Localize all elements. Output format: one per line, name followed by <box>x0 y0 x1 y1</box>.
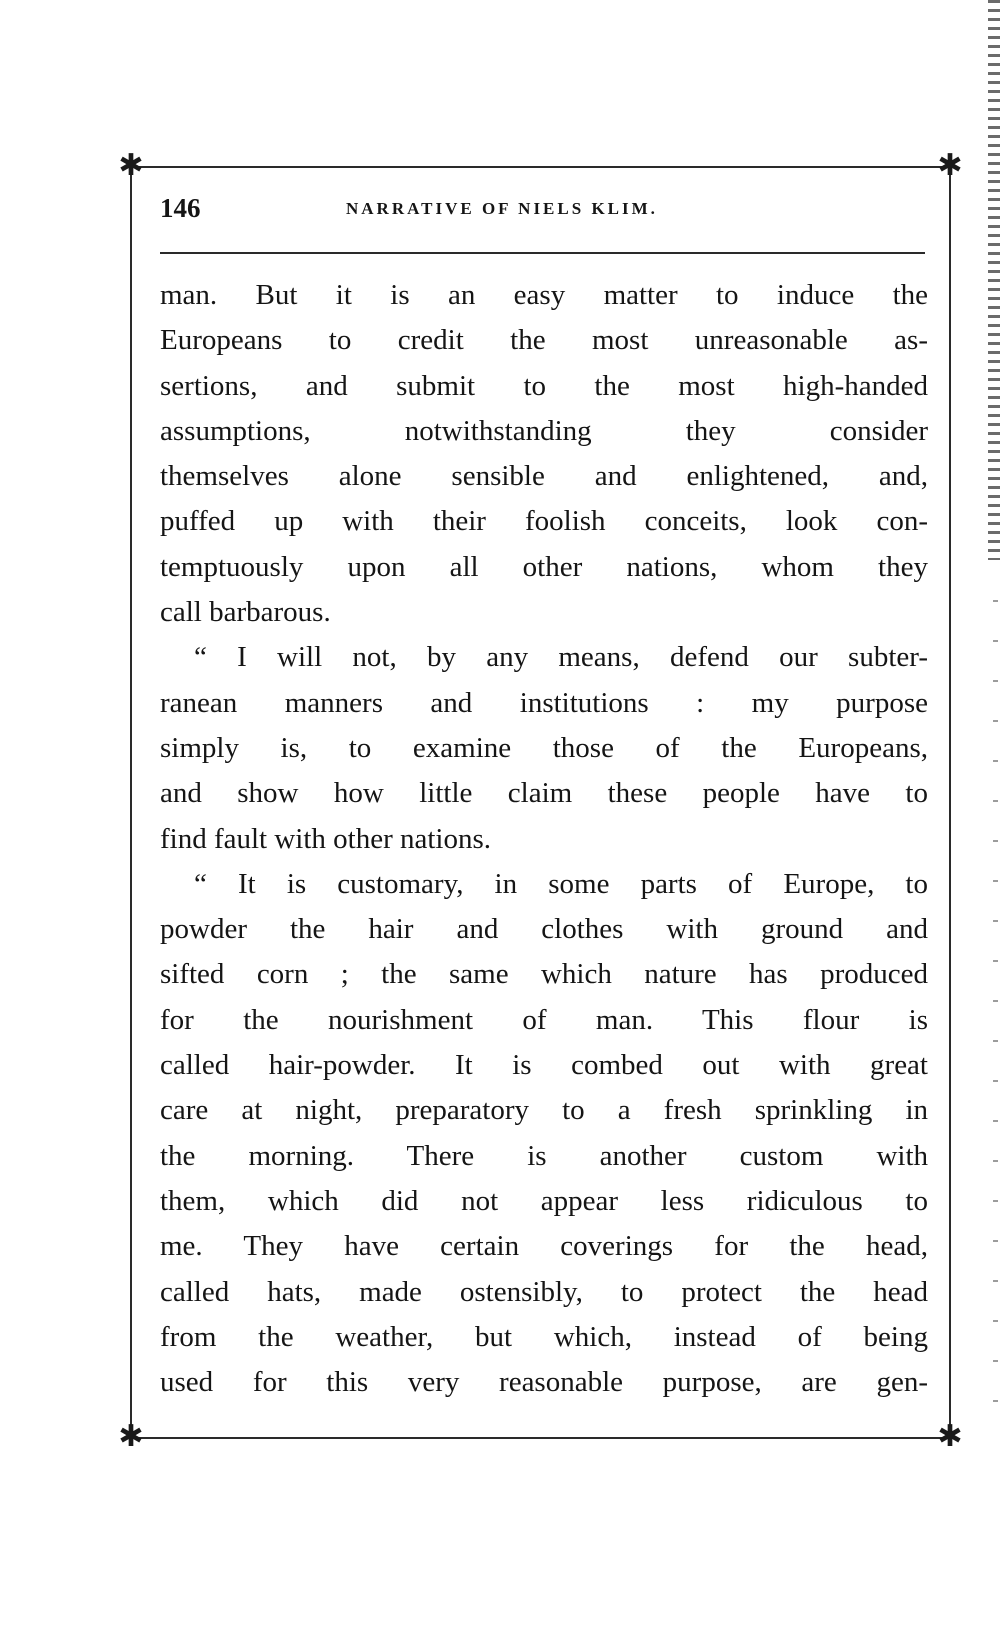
text-line: sertions, and submit to the most high-handed <box>160 369 928 402</box>
text-line: ranean manners and institutions : my purpose <box>160 686 928 719</box>
scan-edge-mark <box>993 600 998 1420</box>
text-line: me. They have certain coverings for the head, <box>160 1230 928 1263</box>
text-line: assumptions, notwithstanding they consider <box>160 414 928 447</box>
text-line: Europeans to credit the most unreasonable as- <box>160 324 928 357</box>
text-line: powder the hair and clothes with ground and <box>160 913 928 946</box>
running-head <box>160 193 925 227</box>
frame-left-rule <box>130 166 132 1439</box>
text-line: sifted corn ; the same which nature has produced <box>160 958 928 991</box>
text-line: and show how little claim these people have to <box>160 777 928 810</box>
text-line: called hair-powder. It is combed out with great <box>160 1049 928 1082</box>
frame-right-rule <box>949 166 951 1439</box>
text-line: man. But it is an easy matter to induce the <box>160 279 928 311</box>
frame-bottom-rule <box>128 1437 951 1439</box>
text-line: themselves alone sensible and enlightened, and, <box>160 460 928 493</box>
text-line: “ It is customary, in some parts of Europe, to <box>194 867 928 900</box>
text-line: used for this very reasonable purpose, are gen- <box>160 1366 928 1399</box>
corner-ornament-icon: ✱ <box>937 1419 963 1454</box>
corner-ornament-icon: ✱ <box>118 148 144 183</box>
text-line: care at night, preparatory to a fresh sprinkling in <box>160 1094 928 1127</box>
text-line: simply is, to examine those of the Europeans, <box>160 731 928 764</box>
text-line: temptuously upon all other nations, whom they <box>160 550 928 583</box>
body-text <box>160 273 928 1405</box>
corner-ornament-icon: ✱ <box>937 148 963 183</box>
text-line: them, which did not appear less ridiculous to <box>160 1184 928 1217</box>
text-line: find fault with other nations. <box>160 822 492 855</box>
header-rule <box>160 252 925 254</box>
text-line: from the weather, but which, instead of being <box>160 1320 928 1353</box>
text-line: call barbarous. <box>160 596 331 629</box>
text-line: “ I will not, by any means, defend our subter- <box>194 641 928 674</box>
text-line: called hats, made ostensibly, to protect the head <box>160 1275 928 1308</box>
text-line: for the nourishment of man. This flour is <box>160 1003 928 1036</box>
corner-ornament-icon: ✱ <box>118 1419 144 1454</box>
running-title: NARRATIVE OF NIELS KLIM. <box>346 199 658 218</box>
text-line: puffed up with their foolish conceits, look con- <box>160 505 928 538</box>
scan-edge-mark <box>988 0 1000 560</box>
page-number: 146 <box>160 193 201 223</box>
frame-top-rule <box>128 166 951 168</box>
text-line: the morning. There is another custom with <box>160 1139 928 1172</box>
